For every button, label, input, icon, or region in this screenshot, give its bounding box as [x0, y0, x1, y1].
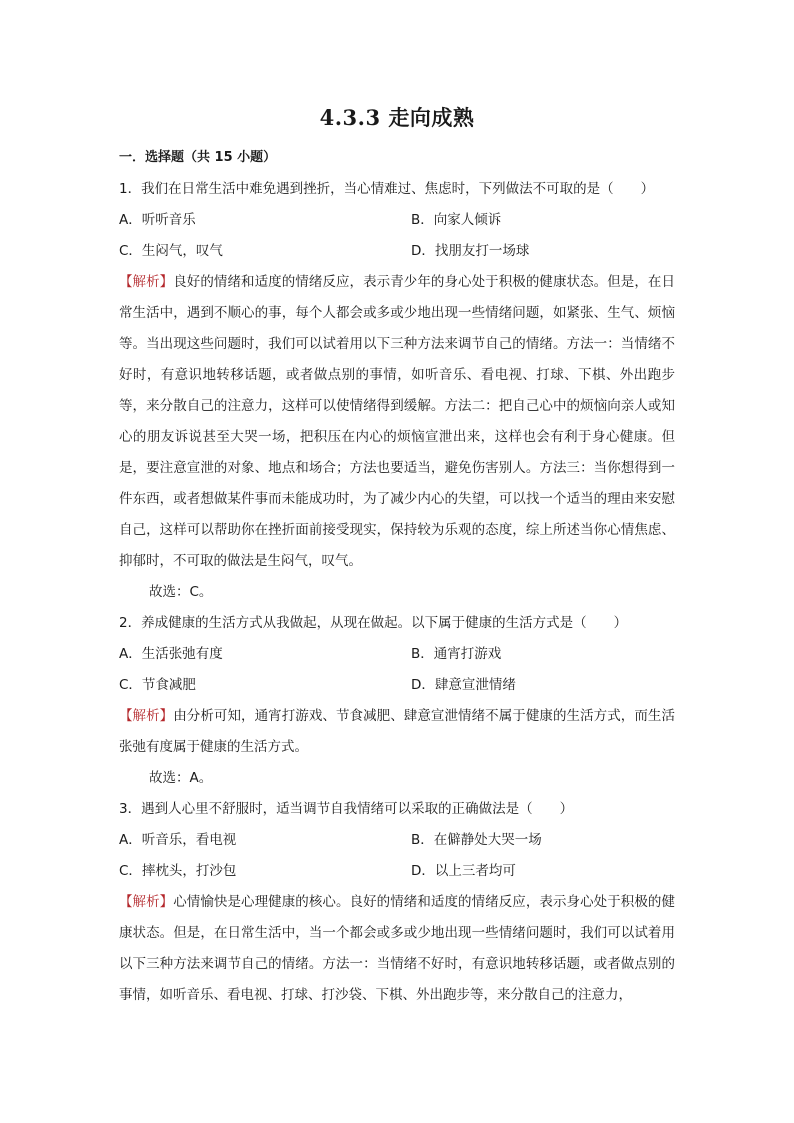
option-d: D．以上三者均可	[411, 863, 516, 879]
question-stem: 3．遇到人心里不舒服时，适当调节自我情绪可以采取的正确做法是（ ）	[119, 801, 574, 817]
option-grid	[119, 639, 675, 701]
analysis-block	[119, 701, 675, 763]
option-b: B．向家人倾诉	[411, 212, 502, 228]
analysis-text: 心情愉快是心理健康的核心。良好的情绪和适度的情绪反应，表示身心处于积极的健康状态。但是，在日常生活中，当一个都会或多或少地出现一些情绪问题时，我们可以试着用以下三种方法来调节自己的情绪。方法一：当情绪不好时，有意识地转移话题，或者做点别的事情，如听音乐、看电视、打球、打沙袋、下棋、外出跑步等，来分散自己的注意力，	[119, 894, 675, 1003]
page-title: 4.3.3 走向成熟	[319, 105, 475, 130]
question-2	[119, 608, 675, 794]
option-c: C．生闷气，叹气	[119, 243, 223, 259]
option-grid	[119, 205, 675, 267]
section-heading: 一．选择题（共 15 小题）	[119, 150, 277, 165]
analysis-block	[119, 267, 675, 577]
analysis-text: 良好的情绪和适度的情绪反应，表示青少年的身心处于积极的健康状态。但是，在日常生活中，遇到不顺心的事，每个人都会或多或少地出现一些情绪问题，如紧张、生气、烦恼等。当出现这些问题时，我们可以试着用以下三种方法来调节自己的情绪。方法一：当情绪不好时，有意识地转移话题，或者做点别的事情，如听音乐、看电视、打球、下棋、外出跑步等，来分散自己的注意力，这样可以使情绪得到缓解。方法二：把自己心中的烦恼向亲人或知心的朋友诉说甚至大哭一场，把积压在内心的烦恼宣泄出来，这样也会有利于身心健康。但是，要注意宣泄的对象、地点和场合；方法也要适当，避免伤害别人。方法三：当你想得到一件东西，或者想做某件事而未能成功时，为了减少内心的失望，可以找一个适当的理由来安慰自己，这样可以帮助你在挫折面前接受现实，保持较为乐观的态度，综上所述当你心情焦虑、抑郁时，不可取的做法是生闷气，叹气。	[119, 274, 675, 569]
analysis-text: 由分析可知，通宵打游戏、节食减肥、肆意宣泄情绪不属于健康的生活方式，而生活张弛有度属于健康的生活方式。	[119, 708, 675, 755]
option-a: A．生活张弛有度	[119, 646, 223, 662]
option-d: D．找朋友打一场球	[411, 243, 530, 259]
answer-line: 故选：A。	[149, 770, 213, 786]
question-list	[119, 174, 675, 1011]
option-b: B．通宵打游戏	[411, 646, 502, 662]
option-a: A．听音乐，看电视	[119, 832, 237, 848]
answer-line: 故选：C。	[149, 584, 213, 600]
question-stem: 2．养成健康的生活方式从我做起，从现在做起。以下属于健康的生活方式是（ ）	[119, 615, 628, 631]
question-stem: 1．我们在日常生活中难免遇到挫折，当心情难过、焦虑时，下列做法不可取的是（ ）	[119, 181, 655, 197]
analysis-block	[119, 887, 675, 1011]
analysis-tag: 【解析】	[119, 894, 174, 910]
option-b: B．在僻静处大哭一场	[411, 832, 542, 848]
analysis-tag: 【解析】	[119, 274, 174, 290]
option-d: D．肆意宣泄情绪	[411, 677, 516, 693]
option-a: A．听听音乐	[119, 212, 196, 228]
analysis-tag: 【解析】	[119, 708, 174, 724]
question-3	[119, 794, 675, 1011]
option-grid	[119, 825, 675, 887]
option-c: C．节食减肥	[119, 677, 196, 693]
question-1	[119, 174, 675, 608]
option-c: C．摔枕头，打沙包	[119, 863, 237, 879]
